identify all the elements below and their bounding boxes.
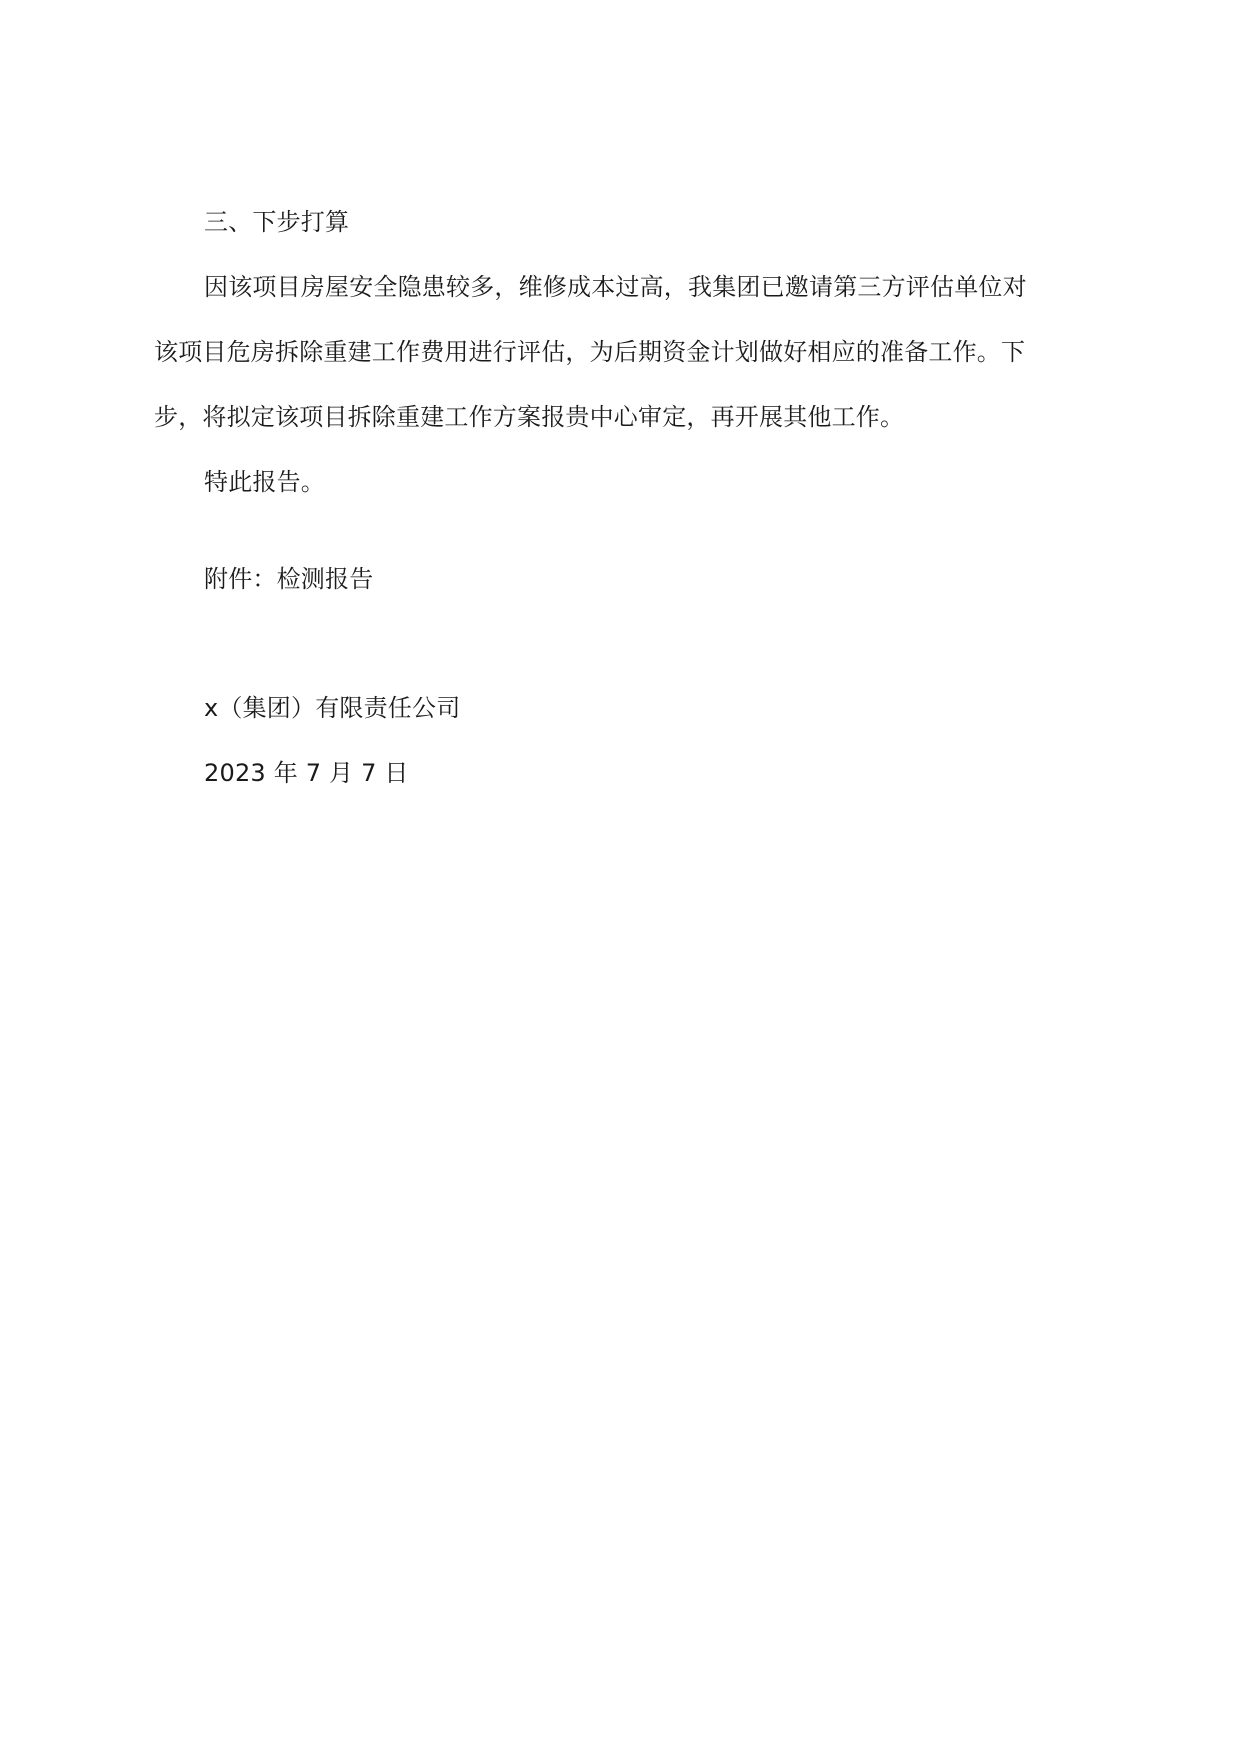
body-line-2: 该项目危房拆除重建工作费用进行评估，为后期资金计划做好相应的准备工作。下	[154, 338, 1026, 366]
section-heading: 三、下步打算	[204, 208, 350, 236]
closing-text: 特此报告。	[204, 468, 325, 496]
signature-company: x（集团）有限责任公司	[204, 694, 461, 722]
spacer	[154, 612, 1064, 676]
body-line-1: 因该项目房屋安全隐患较多，维修成本过高，我集团已邀请第三方评估单位对	[204, 273, 1027, 301]
document-content	[154, 190, 1064, 806]
spacer	[154, 515, 1064, 547]
signature-date: 2023 年 7 月 7 日	[204, 759, 409, 787]
attachment-text: 附件：检测报告	[204, 565, 374, 593]
body-line-3: 步，将拟定该项目拆除重建工作方案报贵中心审定，再开展其他工作。	[154, 403, 905, 431]
